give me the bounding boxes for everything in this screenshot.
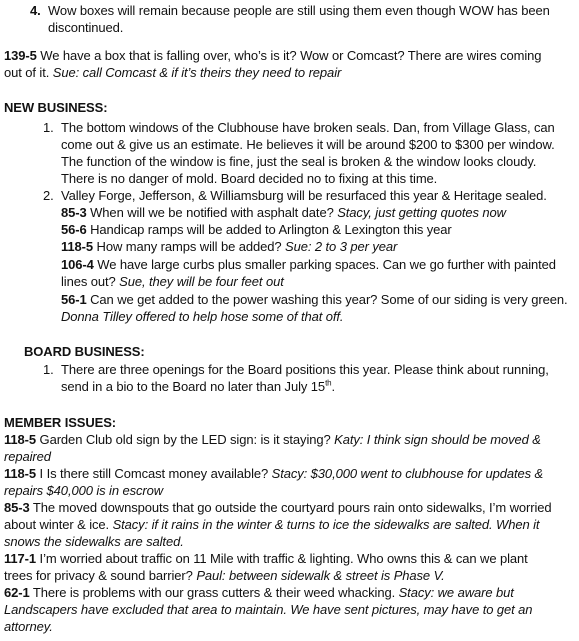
unit-number: 117-1 — [4, 551, 37, 566]
question-text: We have large curbs plus smaller parking spaces. Can we go further with painted — [93, 257, 556, 272]
issue-118-5-a-line2: repaired — [4, 449, 51, 464]
answer-text: Katy: I think sign should be moved & — [334, 432, 541, 447]
question-text: The moved downspouts that go outside the courtyard pours rain onto sidewalks, I’m worried — [29, 500, 552, 515]
issue-118-5-b-line1 — [4, 465, 543, 482]
new-business-item1-line4: There is no danger of mold. Board decided no to fixing at this time. — [61, 171, 438, 186]
answer-text: Stacy: if it rains in the winter & turns to ice the sidewalks are salted. When it — [112, 517, 540, 532]
issue-117-1-line1 — [4, 550, 528, 567]
question-text: There is problems with our grass cutters & their weed whacking. — [29, 585, 399, 600]
item4-text-line1: Wow boxes will remain because people are still using them even though WOW has been — [48, 3, 550, 18]
issue-118-5-b-line2: repairs $40,000 is in escrow — [4, 483, 164, 498]
answer-text: Paul: between sidewalk & street is Phase V. — [196, 568, 445, 583]
unit-number: 118-5 — [4, 466, 37, 481]
board-business-item1-line1: There are three openings for the Board positions this year. Please think about running, — [61, 362, 549, 377]
unit-number: 118-5 — [61, 239, 94, 254]
body-text: send in a bio to the Board no later than July 15 — [61, 379, 326, 394]
unit-number: 85-3 — [61, 205, 87, 220]
item4-text-line2: discontinued. — [48, 20, 124, 35]
answer-text: Sue: 2 to 3 per year — [285, 239, 398, 254]
new-business-item1-number: 1. — [43, 120, 54, 135]
question-text: about winter & ice. — [4, 517, 113, 532]
question-text: Garden Club old sign by the LED sign: is it staying? — [36, 432, 335, 447]
period: . — [331, 379, 336, 394]
question-text: Can we get added to the power washing this year? Some of our siding is very green. — [86, 292, 568, 307]
new-business-item1-line1: The bottom windows of the Clubhouse have broken seals. Dan, from Village Glass, can — [61, 120, 555, 135]
issue-62-1-line3: attorney. — [4, 619, 53, 634]
answer-text: Stacy, just getting quotes now — [337, 205, 506, 220]
new-business-item1-line3: The function of the window is fine, just the seal is broken & the window looks cloudy. — [61, 154, 537, 169]
question-139-5-line2 — [4, 64, 341, 81]
question-text: When will we be notified with asphalt date? — [86, 205, 338, 220]
question-text: I Is there still Comcast money available? — [36, 466, 272, 481]
question-118-5 — [61, 238, 397, 255]
new-business-item1-line2: come out & give us an estimate. He believes it will be around $200 to $300 per window. — [61, 137, 555, 152]
unit-number: 106-4 — [61, 257, 94, 272]
unit-number: 62-1 — [4, 585, 30, 600]
answer-text: Sue, they will be four feet out — [119, 274, 284, 289]
question-56-1-answer: Donna Tilley offered to help hose some of that off. — [61, 309, 344, 324]
section-heading-new-business: NEW BUSINESS: — [4, 100, 108, 115]
issue-85-3-line2 — [4, 516, 539, 533]
answer-text: Sue: call Comcast & if it’s theirs they need to repair — [52, 65, 342, 80]
issue-62-1-line2: Landscapers have excluded that area to maintain. We have sent pictures, may have to get an — [4, 602, 533, 617]
unit-number: 56-1 — [61, 292, 87, 307]
issue-62-1-line1 — [4, 584, 514, 601]
new-business-item2-number: 2. — [43, 188, 54, 203]
question-text: We have a box that is falling over, who’s is it? Wow or Comcast? There are wires coming — [36, 48, 542, 63]
question-text: Handicap ramps will be added to Arlington & Lexington this year — [86, 222, 452, 237]
issue-85-3-line1 — [4, 499, 552, 516]
question-106-4-line2 — [61, 273, 284, 290]
new-business-item2-line: Valley Forge, Jefferson, & Williamsburg will be resurfaced this year & Heritage sealed. — [61, 188, 547, 203]
item-number: 4. — [30, 3, 41, 18]
issue-85-3-line3: snows the sidewalks are salted. — [4, 534, 184, 549]
question-text: trees for privacy & sound barrier? — [4, 568, 197, 583]
question-106-4-line1 — [61, 256, 556, 273]
question-139-5-line1 — [4, 47, 541, 64]
question-text: out of it. — [4, 65, 53, 80]
question-56-1-line1 — [61, 291, 568, 308]
unit-number: 56-6 — [61, 222, 87, 237]
unit-number: 139-5 — [4, 48, 37, 63]
question-56-6 — [61, 221, 452, 238]
answer-text: Stacy: $30,000 went to clubhouse for updates & — [271, 466, 544, 481]
issue-118-5-a-line1 — [4, 431, 541, 448]
ordinal-suffix: th — [325, 378, 332, 388]
section-heading-member-issues: MEMBER ISSUES: — [4, 415, 117, 430]
unit-number: 85-3 — [4, 500, 30, 515]
question-text: lines out? — [61, 274, 120, 289]
answer-text: Stacy: we aware but — [398, 585, 514, 600]
list-item-4 — [30, 2, 41, 19]
issue-117-1-line2 — [4, 567, 445, 584]
section-heading-board-business: BOARD BUSINESS: — [24, 344, 145, 359]
unit-number: 118-5 — [4, 432, 37, 447]
question-text: How many ramps will be added? — [93, 239, 286, 254]
question-text: I’m worried about traffic on 11 Mile with traffic & lighting. Who owns this & can we plant — [36, 551, 528, 566]
question-85-3 — [61, 204, 506, 221]
board-business-item1-number: 1. — [43, 362, 54, 377]
board-business-item1-line2 — [61, 378, 335, 395]
